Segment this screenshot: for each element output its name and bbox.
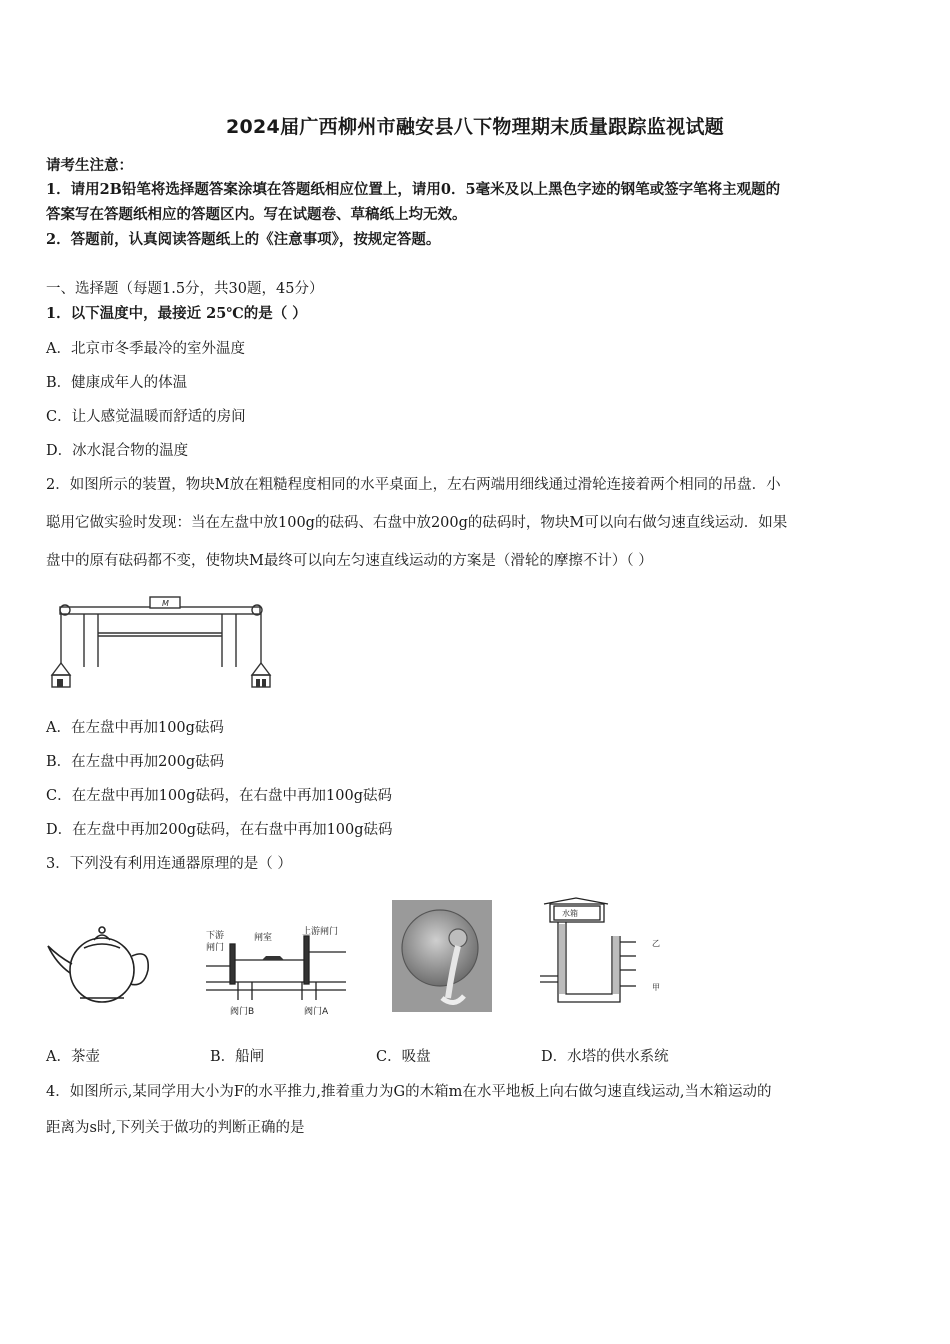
q2-stem-line-2: 聪用它做实验时发现：当在左盘中放100g的砝码、右盘中放200g的砝码时，物块M可以向右做匀速直线运动．如果 (46, 515, 788, 531)
q1-option-d: D．冰水混合物的温度 (46, 443, 189, 459)
tower-label-jia: 甲 (652, 983, 660, 992)
q3-option-b: B．船闸 (210, 1049, 265, 1065)
lock-label-valve-a: 阀门A (304, 1007, 329, 1017)
ship-icon (262, 956, 284, 960)
q2-option-d: D．在左盘中再加200g砝码，在右盘中再加100g砝码 (46, 822, 393, 838)
q4-stem-line-2: 距离为s时,下列关于做功的判断正确的是 (46, 1120, 305, 1136)
q1-option-b: B．健康成年人的体温 (46, 375, 188, 391)
q3-option-d: D．水塔的供水系统 (541, 1049, 669, 1065)
page-title: 2024届广西柳州市融安县八下物理期末质量跟踪监视试题 (226, 116, 724, 138)
suction-cup-figure (392, 900, 492, 1012)
right-pan-weight-2 (262, 679, 266, 687)
notice-line-1a: 1．请用2B铅笔将选择题答案涂填在答题纸相应位置上，请用0．5毫米及以上黑色字迹的钢笔或签字笔将主观题的 (46, 181, 781, 198)
q2-option-c: C．在左盘中再加100g砝码，在右盘中再加100g砝码 (46, 788, 393, 804)
lock-label-downstream: 下游 (206, 931, 225, 941)
q2-stem-line-3: 盘中的原有砝码都不变，使物块M最终可以向左匀速直线运动的方案是（滑轮的摩擦不计）（ ） (46, 553, 653, 569)
section-heading: 一、选择题（每题1.5分，共30题，45分） (46, 281, 324, 297)
right-pan-weight-1 (256, 679, 260, 687)
ship-lock-figure (202, 926, 350, 1018)
water-tower-figure (536, 896, 676, 1008)
tower-label-yi: 乙 (652, 939, 660, 948)
lock-label-gate: 闸门 (206, 943, 225, 953)
q3-option-a: A．茶壶 (46, 1049, 100, 1065)
lock-label-valve-b: 阀门B (230, 1007, 255, 1017)
q2-table-pulley-figure (46, 595, 276, 695)
q2-option-b: B．在左盘中再加200g砝码 (46, 754, 225, 770)
q4-stem-line-1: 4．如图所示,某同学用大小为F的水平推力,推着重力为G的木箱m在水平地板上向右做匀速直线运动,当木箱运动的 (46, 1084, 772, 1100)
notice-heading: 请考生注意： (46, 157, 133, 174)
q2-stem-line-1: 2．如图所示的装置，物块M放在粗糙程度相同的水平桌面上，左右两端用细线通过滑轮连接着两个相同的吊盘．小 (46, 477, 781, 493)
q1-option-c: C．让人感觉温暖而舒适的房间 (46, 409, 246, 425)
lock-label-upstream: 上游闸门 (302, 927, 339, 937)
q1-stem: 1．以下温度中，最接近 25℃的是（ ） (46, 305, 307, 322)
notice-line-1b: 答案写在答题纸相应的答题区内。写在试题卷、草稿纸上均无效。 (46, 206, 467, 223)
q3-option-c: C．吸盘 (376, 1049, 431, 1065)
tower-label-tank: 水箱 (562, 909, 578, 918)
teapot-figure (44, 918, 154, 1013)
left-pan-weight (57, 679, 63, 687)
notice-line-2: 2．答题前，认真阅读答题纸上的《注意事项》，按规定答题。 (46, 231, 441, 248)
q2-option-a: A．在左盘中再加100g砝码 (46, 720, 224, 736)
q3-stem: 3．下列没有利用连通器原理的是（ ） (46, 856, 292, 872)
q1-option-a: A．北京市冬季最冷的室外温度 (46, 341, 245, 357)
block-m-label: M (162, 599, 169, 608)
lock-label-chamber: 闸室 (254, 933, 273, 943)
